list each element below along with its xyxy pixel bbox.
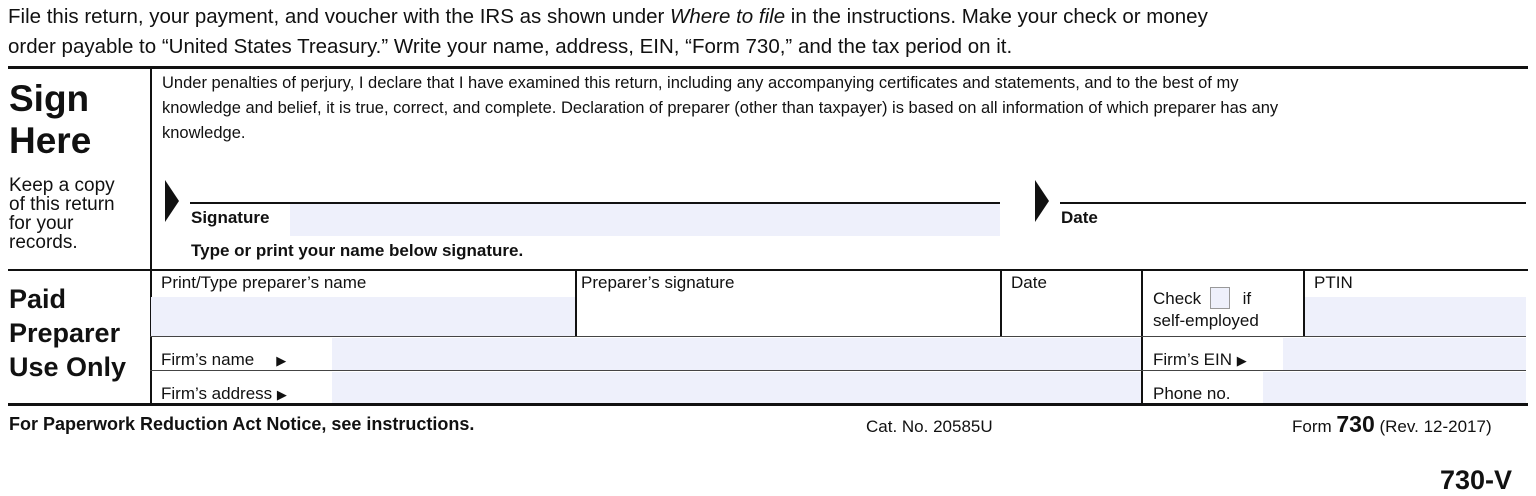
divider [150,68,152,404]
note-line: for your [9,213,74,234]
ptin-field[interactable] [1304,297,1526,337]
divider [1303,270,1305,337]
arrow-icon: ▶ [276,387,287,402]
next-form-number: 730-V [1440,465,1513,495]
declaration-line: knowledge and belief, it is true, correct, and complete. Declaration of preparer (other than taxpayer) is based on all information of which preparer has any [162,99,1279,117]
check-text: Check [1153,289,1202,308]
divider [8,269,1528,271]
phone-label: Phone no. [1153,384,1231,403]
divider [1141,270,1143,404]
note-line: Keep a copy [9,175,115,196]
self-employed-label: self-employed [1153,311,1259,330]
divider [8,66,1528,69]
form-rev: (Rev. 12-2017) [1374,417,1492,436]
sign-title: Sign [9,78,90,119]
keep-copy-note [9,176,115,252]
firm-address-field[interactable] [332,372,1141,403]
preparer-name-label: Print/Type preparer’s name [161,273,367,292]
arrow-icon: ▶ [1236,353,1247,368]
divider [150,370,1526,371]
note-line: records. [9,232,78,253]
title-line: Preparer [9,318,121,348]
intro-line-2: order payable to “United States Treasury.” Write your name, address, EIN, “Form 730,” and the tax period on it. [8,35,1013,58]
note-line: of this return [9,194,115,215]
form-id [1292,411,1492,438]
divider [575,270,577,337]
arrow-icon [165,180,179,222]
title-line: Use Only [9,352,127,382]
where-to-file-ref: Where to file [670,5,786,28]
firm-name-label [161,350,286,370]
firm-name-field[interactable] [332,338,1141,370]
check-if-text: if [1242,289,1252,308]
declaration-line: Under penalties of perjury, I declare that I have examined this return, including any accompanying certificates and statements, and to the best of my [162,74,1239,92]
signature-label: Signature [191,208,270,227]
form-number: 730 [1336,411,1375,437]
preparer-date-label: Date [1011,273,1047,292]
paperwork-notice: For Paperwork Reduction Act Notice, see instructions. [9,414,475,434]
date-line [1060,202,1526,204]
ptin-label: PTIN [1314,273,1353,292]
preparer-signature-label: Preparer’s signature [581,273,735,292]
firm-ein-field[interactable] [1283,338,1526,370]
perjury-declaration [162,71,1278,146]
declaration-line: knowledge. [162,124,246,142]
check-label [1153,287,1251,309]
divider [8,403,1528,406]
here-title: Here [9,120,92,161]
phone-field[interactable] [1263,372,1526,403]
type-name-instruction: Type or print your name below signature. [191,241,524,260]
date-label: Date [1061,208,1098,227]
label-text: Firm’s address [161,384,273,403]
title-line: Paid [9,284,67,314]
arrow-icon [1035,180,1049,222]
firm-ein-label [1153,350,1247,370]
divider [1000,270,1002,337]
form-prefix: Form [1292,417,1337,436]
paid-preparer-title [9,282,126,384]
label-text: Firm’s EIN [1153,350,1233,369]
intro-text: File this return, your payment, and voucher with the IRS as shown under [8,5,671,28]
intro-text: in the instructions. Make your check or money [785,5,1208,28]
label-text: Firm’s name [161,350,255,369]
firm-address-label [161,384,287,404]
arrow-icon: ▶ [276,353,287,368]
self-employed-checkbox[interactable] [1210,287,1230,309]
preparer-name-field[interactable] [151,297,575,337]
cat-no: Cat. No. 20585U [866,417,993,436]
signature-field[interactable] [290,204,1000,236]
intro-line-1 [8,5,1208,29]
divider [150,336,1526,337]
